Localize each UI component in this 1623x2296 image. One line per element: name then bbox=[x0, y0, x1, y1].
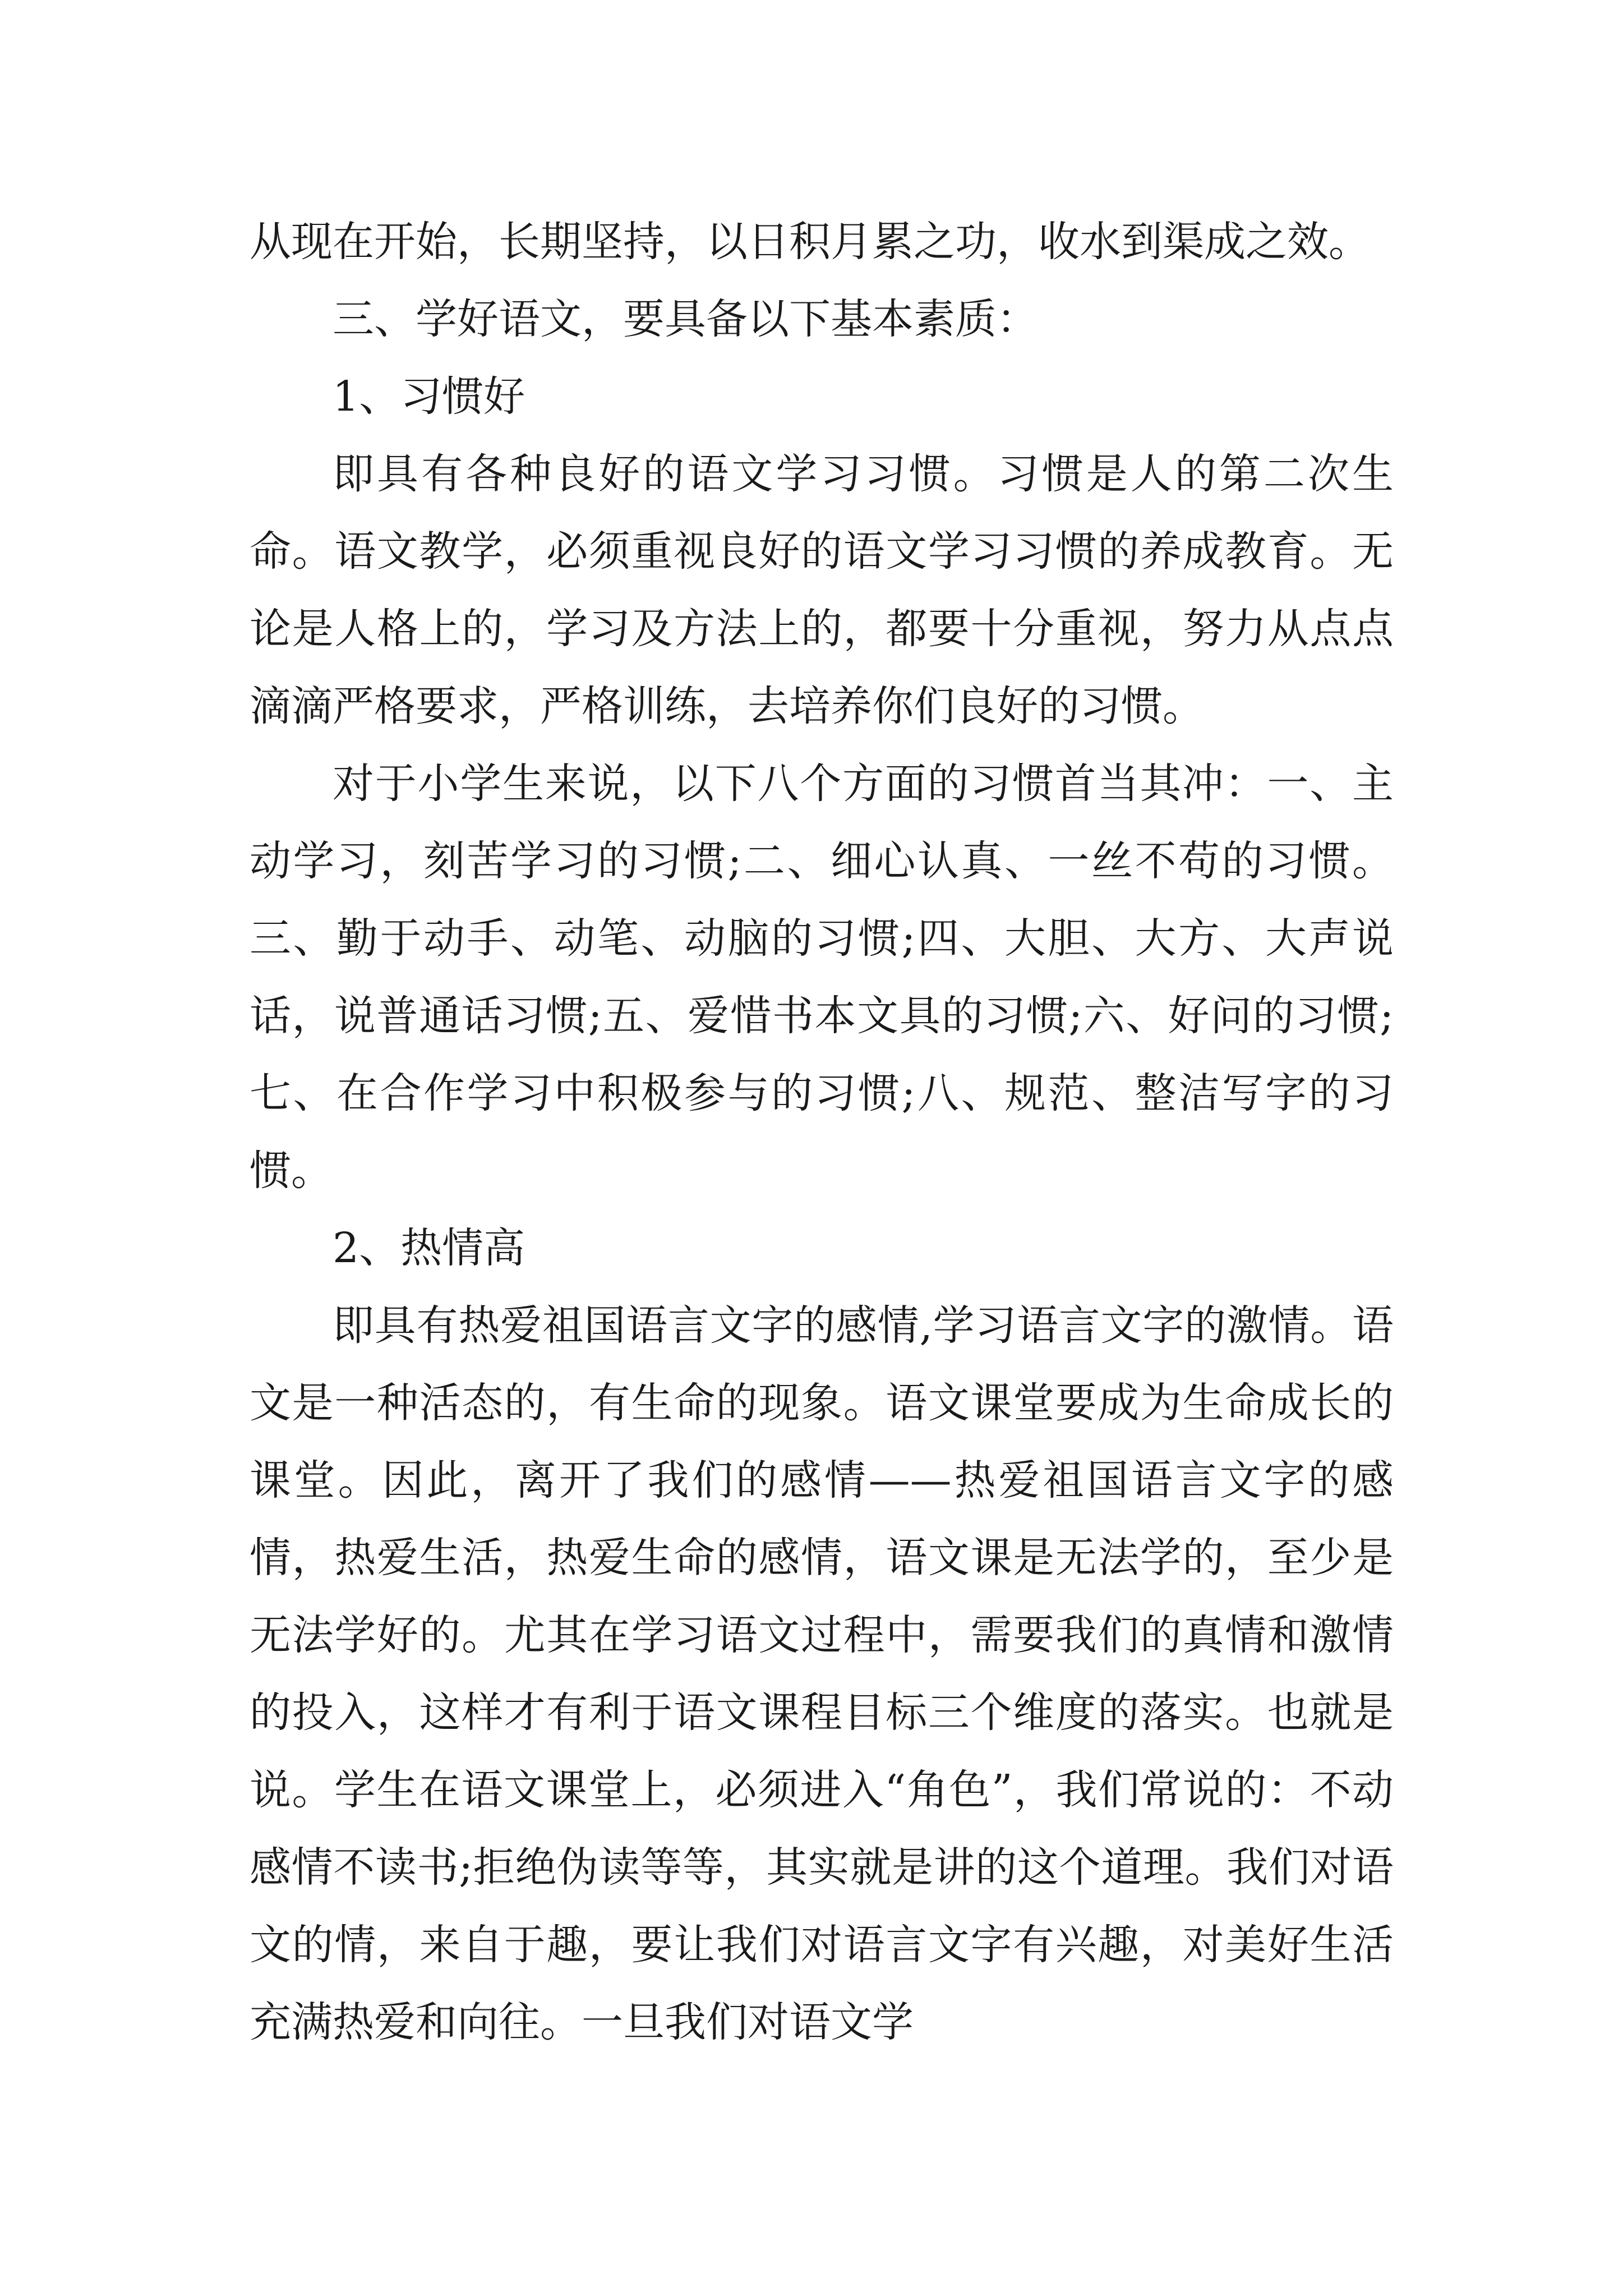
section-heading-3: 三、学好语文，要具备以下基本素质： bbox=[333, 295, 1038, 343]
paragraph-1: 从现在开始，长期坚持，以日积月累之功，收水到渠成之效。 bbox=[250, 218, 1370, 266]
paragraph-eight-habits: 对于小学生来说，以下八个方面的习惯首当其冲：一、主动学习，刻苦学习的习惯;二、细心认真、一丝不苟的习惯。三、勤于动手、动笔、动脑的习惯;四、大胆、大方、大声说话，说普通话习惯;五、爱惜书本文具的习惯;六、好问的习惯;七、在合作学习中积极参与的习惯;八、规范、整洁写字的习惯。 bbox=[250, 760, 1394, 1195]
paragraph-passion: 即具有热爱祖国语言文字的感情,学习语言文字的激情。语文是一种活态的，有生命的现象。语文课堂要成为生命成长的课堂。因此，离开了我们的感情——热爱祖国语言文字的感情，热爱生活，热爱生命的感情，语文课是无法学的，至少是无法学好的。尤其在学习语文过程中，需要我们的真情和激情的投入，这样才有利于语文课程目标三个维度的落实。也就是说。学生在语文课堂上，必须进入“角色”，我们常说的：不动感情不读书;拒绝伪读等等，其实就是讲的这个道理。我们对语文的情，来自于趣，要让我们对语言文字有兴趣，对美好生活充满热爱和向往。一旦我们对语文学 bbox=[250, 1301, 1394, 2046]
paragraph-habits: 即具有各种良好的语文学习习惯。习惯是人的第二次生命。语文教学，必须重视良好的语文学习习惯的养成教育。无论是人格上的，学习及方法上的，都要十分重视，努力从点点滴滴严格要求，严格训练，去培养你们良好的习惯。 bbox=[250, 450, 1394, 730]
subheading-1: 1、习惯好 bbox=[333, 372, 525, 421]
document-body bbox=[250, 203, 1394, 2061]
subheading-2: 2、热情高 bbox=[333, 1224, 525, 1272]
